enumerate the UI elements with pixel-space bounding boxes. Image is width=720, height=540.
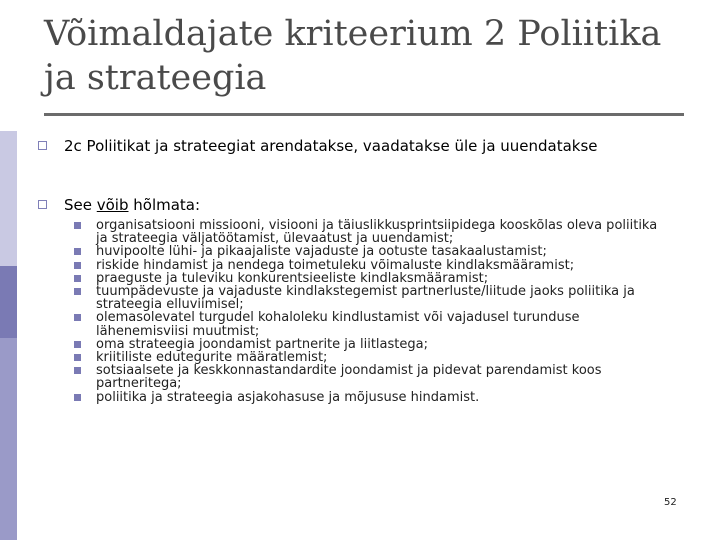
side-bar-bottom <box>0 338 17 540</box>
filled-square-bullet-icon <box>74 262 81 269</box>
filled-square-bullet-icon <box>74 354 81 361</box>
filled-square-bullet-icon <box>74 394 81 401</box>
page-number: 52 <box>664 497 677 508</box>
slide-title: Võimaldajate kriteerium 2 Poliitika ja strateegia <box>44 14 662 98</box>
title-underline <box>44 113 684 116</box>
sub-list-item <box>74 259 664 272</box>
sub-item-text: sotsiaalsete ja keskkonnastandardite joondamist ja pidevat parendamist koos partneritega; <box>96 363 602 392</box>
square-bullet-icon <box>38 200 47 209</box>
bullet-text-2 <box>64 198 664 213</box>
filled-square-bullet-icon <box>74 288 81 295</box>
sub-list-item <box>74 364 664 390</box>
sub-item-text: praeguste ja tuleviku konkurentsieeliste kindlaksmääramist; <box>96 270 489 286</box>
sub-item-text: kriitiliste edutegurite määratlemist; <box>96 350 328 366</box>
filled-square-bullet-icon <box>74 367 81 374</box>
filled-square-bullet-icon <box>74 314 81 321</box>
sub-item-text: organisatsiooni missiooni, visiooni ja täiuslikkusprintsiipidega kooskõlas oleva poliitika ja strateegia väljatöötamist, ülevaatust ja uuendamist; <box>96 218 658 247</box>
sub-item-text: olemasolevatel turgudel kohaloleku kindlustamist või vajadusel turunduse lähenemisviisi muutmist; <box>96 310 580 339</box>
sub-list-item <box>74 245 664 258</box>
filled-square-bullet-icon <box>74 222 81 229</box>
sub-item-text: huvipoolte lühi- ja pikaajaliste vajaduste ja ootuste tasakaalustamist; <box>96 244 547 260</box>
filled-square-bullet-icon <box>74 341 81 348</box>
square-bullet-icon <box>38 141 47 150</box>
side-bar-light <box>0 131 17 266</box>
sub-item-text: poliitika ja strateegia asjakohasuse ja mõjususe hindamist. <box>96 389 480 405</box>
bullet-text-2-suffix: hõlmata: <box>128 196 201 214</box>
sub-list-item <box>74 311 664 337</box>
side-bar-dark <box>0 266 17 338</box>
sub-bullet-list <box>74 219 664 404</box>
sub-item-text: tuumpädevuste ja vajaduste kindlakstegemist partnerluste/liitude jaoks poliitika ja strateegia elluviimisel; <box>96 284 635 313</box>
side-bar-top <box>0 0 17 131</box>
sub-list-item <box>74 219 664 245</box>
filled-square-bullet-icon <box>74 275 81 282</box>
sub-item-text: oma strateegia joondamist partnerite ja liitlastega; <box>96 336 428 352</box>
sub-list-item <box>74 391 664 404</box>
filled-square-bullet-icon <box>74 248 81 255</box>
sub-item-text: riskide hindamist ja nendega toimetuleku võimaluste kindlaksmääramist; <box>96 257 575 273</box>
bullet-text-1: 2c Poliitikat ja strateegiat arendatakse, vaadatakse üle ja uuendatakse <box>64 137 598 155</box>
sub-list-item <box>74 285 664 311</box>
bullet-text-2-prefix: See <box>64 196 97 214</box>
bullet-text-2-underlined: võib <box>96 196 129 214</box>
